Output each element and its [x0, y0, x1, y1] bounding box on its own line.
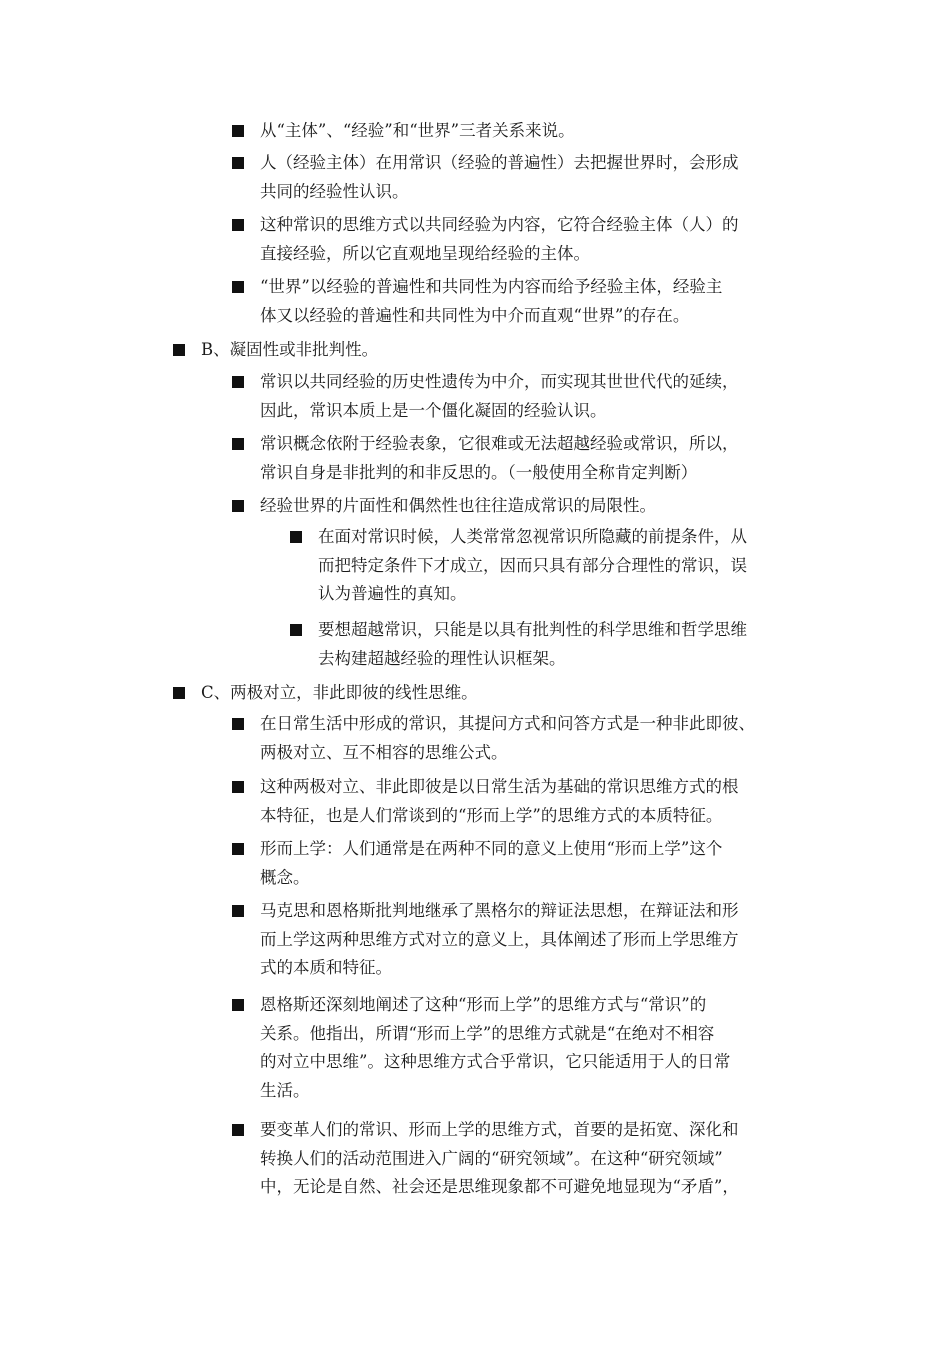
item-text-line: 要想超越常识，只能是以具有批判性的科学思维和哲学思维: [318, 620, 747, 639]
item-text-line: “世界”以经验的普遍性和共同性为内容而给予经验主体，经验主: [260, 277, 723, 296]
section-heading: [201, 336, 841, 365]
item-text-line: 两极对立、互不相容的思维公式。: [260, 742, 508, 762]
square-bullet-icon: [232, 157, 244, 169]
item-text-line: 恩格斯还深刻地阐述了这种“形而上学”的思维方式与“常识”的: [260, 995, 707, 1014]
item-text-line: 马克思和恩格斯批判地继承了黑格尔的辩证法思想，在辩证法和形: [260, 901, 739, 920]
item-text-line: 转换人们的活动范围进入广阔的“研究领域”。在这种“研究领域”: [260, 1148, 723, 1168]
item-text-line: 认为普遍性的真知。: [318, 584, 467, 603]
square-bullet-icon: [173, 344, 185, 356]
item-text-line: 常识以共同经验的历史性遗传为中介，而实现其世世代代的延续，: [260, 372, 739, 391]
item-text-line: 常识概念依附于经验表象，它很难或无法超越经验或常识，所以，: [260, 434, 739, 453]
item-text-line: 从“主体”、“经验”和“世界”三者关系来说。: [260, 121, 575, 140]
item-text-line: 本特征，也是人们常谈到的“形而上学”的思维方式的本质特征。: [260, 805, 723, 825]
item-text-line: 体又以经验的普遍性和共同性为中介而直观“世界”的存在。: [260, 305, 690, 325]
item-text-line: 概念。: [260, 867, 310, 887]
item-text-line: 直接经验，所以它直观地呈现给经验的主体。: [260, 243, 590, 263]
list-item: [260, 273, 830, 330]
item-text-line: 经验世界的片面性和偶然性也往往造成常识的局限性。: [260, 496, 656, 515]
item-text-line: 而上学这两种思维方式对立的意义上，具体阐述了形而上学思维方: [260, 929, 739, 949]
item-text-line: 共同的经验性认识。: [260, 181, 409, 201]
sub-list-item: [318, 523, 818, 609]
list-item: [260, 991, 830, 1105]
item-text-line: 这种常识的思维方式以共同经验为内容，它符合经验主体（人）的: [260, 215, 739, 234]
square-bullet-icon: [232, 999, 244, 1011]
square-bullet-icon: [232, 718, 244, 730]
item-text-line: 在日常生活中形成的常识，其提问方式和问答方式是一种非此即彼、: [260, 714, 755, 733]
list-item: [260, 117, 830, 146]
sub-list-item: [318, 616, 818, 673]
square-bullet-icon: [232, 438, 244, 450]
item-text-line: 常识自身是非批判的和非反思的。（一般使用全称肯定判断）: [260, 462, 698, 482]
square-bullet-icon: [232, 376, 244, 388]
list-item: [260, 430, 830, 487]
list-item: [260, 149, 830, 206]
item-text-line: 在面对常识时候，人类常常忽视常识所隐藏的前提条件，从: [318, 527, 747, 546]
item-text-line: 式的本质和特征。: [260, 958, 392, 977]
item-text-line: 人（经验主体）在用常识（经验的普遍性）去把握世界时，会形成: [260, 153, 739, 172]
square-bullet-icon: [232, 1124, 244, 1136]
section-heading: [201, 679, 841, 708]
item-text-line: 去构建超越经验的理性认识框架。: [318, 648, 566, 668]
item-text-line: 关系。他指出，所谓“形而上学”的思维方式就是“在绝对不相容: [260, 1023, 715, 1043]
list-item: [260, 1116, 830, 1202]
square-bullet-icon: [232, 781, 244, 793]
square-bullet-icon: [232, 500, 244, 512]
item-text-line: 这种两极对立、非此即彼是以日常生活为基础的常识思维方式的根: [260, 777, 739, 796]
square-bullet-icon: [232, 125, 244, 137]
list-item: [260, 492, 830, 521]
square-bullet-icon: [232, 219, 244, 231]
list-item: [260, 211, 830, 268]
item-text-line: B、凝固性或非批判性。: [201, 340, 379, 359]
item-text-line: 而把特定条件下才成立，因而只具有部分合理性的常识，误: [318, 555, 747, 575]
list-item: [260, 773, 830, 830]
list-item: [260, 368, 830, 425]
square-bullet-icon: [290, 624, 302, 636]
list-item: [260, 897, 830, 983]
item-text-line: 的对立中思维”。这种思维方式合乎常识，它只能适用于人的日常: [260, 1052, 731, 1071]
item-text-line: 要变革人们的常识、形而上学的思维方式，首要的是拓宽、深化和: [260, 1120, 739, 1139]
square-bullet-icon: [232, 843, 244, 855]
item-text-line: 因此，常识本质上是一个僵化凝固的经验认识。: [260, 400, 607, 420]
list-item: [260, 835, 830, 892]
item-text-line: 中，无论是自然、社会还是思维现象都不可避免地显现为“矛盾”，: [260, 1177, 739, 1196]
square-bullet-icon: [290, 531, 302, 543]
square-bullet-icon: [232, 281, 244, 293]
square-bullet-icon: [232, 905, 244, 917]
list-item: [260, 710, 830, 767]
item-text-line: 形而上学：人们通常是在两种不同的意义上使用“形而上学”这个: [260, 839, 723, 858]
item-text-line: 生活。: [260, 1080, 310, 1100]
square-bullet-icon: [173, 687, 185, 699]
item-text-line: C、两极对立，非此即彼的线性思维。: [201, 683, 478, 702]
